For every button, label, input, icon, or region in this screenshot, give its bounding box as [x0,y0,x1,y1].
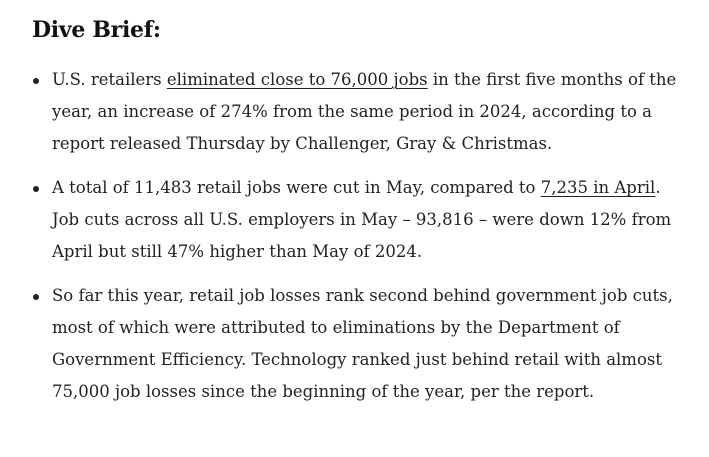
item-text-after: . Job cuts across all U.S. employers in May – 93,816 – were down 12% from April but still 47% higher than May of 2024. [52,178,672,261]
section-heading: Dive Brief: [32,17,161,43]
bullet-icon [33,186,39,192]
item-text-before: U.S. retailers [52,70,167,89]
item-text-before: A total of 11,483 retail jobs were cut in May, compared to [52,178,541,197]
brief-list [32,64,689,408]
bullet-icon [33,294,39,300]
eliminated-jobs-link[interactable]: eliminated close to 76,000 jobs [166,70,428,89]
list-item [32,172,689,268]
list-item [32,64,689,160]
april-jobs-link[interactable]: 7,235 in April [540,178,656,197]
item-text-after: in the first five months of the year, an increase of 274% from the same period in 2024, according to a report released Thursday by Challenger, Gray & Christmas. [52,70,677,153]
bullet-icon [33,78,39,84]
list-item [32,280,689,408]
item-text: So far this year, retail job losses rank second behind government job cuts, most of which were attributed to eliminations by the Department of Government Efficiency. Technology ranked just behind retail with almost 75,000 job losses since the beginning of the year, per the report. [52,286,673,401]
